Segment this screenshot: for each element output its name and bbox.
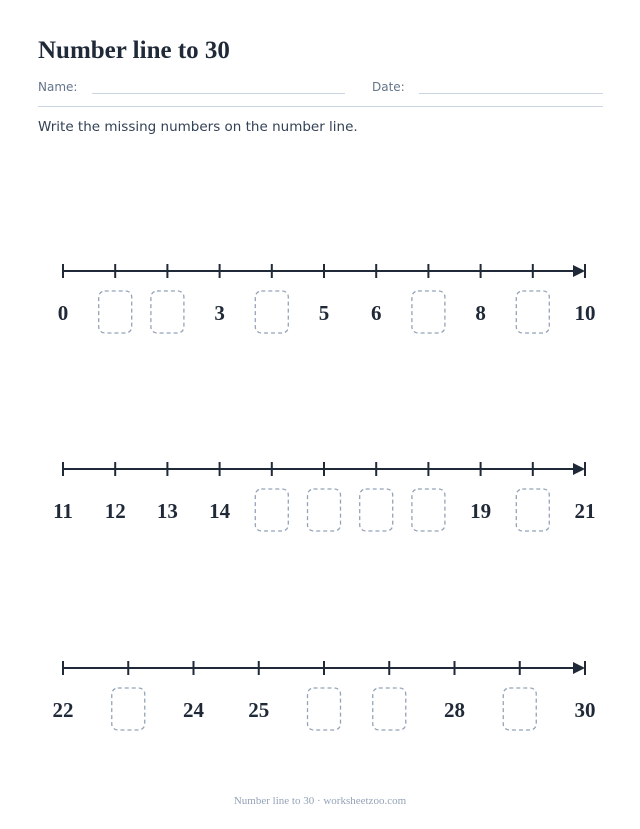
tick-label: 13 bbox=[156, 499, 178, 523]
arrow-head-icon bbox=[573, 463, 585, 475]
number-line bbox=[53, 462, 595, 531]
date-label: Date: bbox=[372, 80, 405, 94]
tick-label: 28 bbox=[444, 698, 465, 722]
tick-label: 21 bbox=[574, 499, 596, 523]
tick-label: 3 bbox=[214, 301, 225, 325]
arrow-head-icon bbox=[573, 265, 585, 277]
missing-number-box[interactable] bbox=[99, 291, 132, 333]
number-line bbox=[53, 661, 596, 730]
tick-label: 24 bbox=[183, 698, 204, 722]
missing-number-box[interactable] bbox=[516, 489, 549, 531]
page-title: Number line to 30 bbox=[38, 37, 230, 64]
name-label: Name: bbox=[38, 80, 78, 94]
missing-number-box[interactable] bbox=[360, 489, 393, 531]
missing-number-box[interactable] bbox=[308, 688, 341, 730]
missing-number-box[interactable] bbox=[151, 291, 184, 333]
missing-number-box[interactable] bbox=[112, 688, 145, 730]
tick-label: 12 bbox=[104, 499, 126, 523]
arrow-head-icon bbox=[573, 662, 585, 674]
number-line bbox=[58, 264, 596, 333]
missing-number-box[interactable] bbox=[255, 489, 288, 531]
tick-label: 11 bbox=[53, 499, 73, 523]
tick-label: 10 bbox=[574, 301, 596, 325]
missing-number-box[interactable] bbox=[412, 489, 445, 531]
tick-label: 0 bbox=[57, 301, 69, 325]
tick-label: 30 bbox=[574, 698, 596, 722]
missing-number-box[interactable] bbox=[373, 688, 406, 730]
tick-label: 6 bbox=[370, 301, 382, 325]
tick-label: 8 bbox=[475, 301, 486, 325]
tick-label: 5 bbox=[318, 301, 330, 325]
missing-number-box[interactable] bbox=[255, 291, 288, 333]
footer: Number line to 30 · worksheetzoo.com bbox=[233, 795, 407, 807]
tick-label: 19 bbox=[470, 499, 492, 523]
tick-label: 14 bbox=[209, 499, 231, 523]
missing-number-box[interactable] bbox=[516, 291, 549, 333]
missing-number-box[interactable] bbox=[503, 688, 536, 730]
tick-label: 25 bbox=[248, 698, 270, 722]
missing-number-box[interactable] bbox=[412, 291, 445, 333]
instructions: Write the missing numbers on the number line. bbox=[38, 119, 358, 135]
missing-number-box[interactable] bbox=[308, 489, 341, 531]
tick-label: 22 bbox=[52, 698, 74, 722]
